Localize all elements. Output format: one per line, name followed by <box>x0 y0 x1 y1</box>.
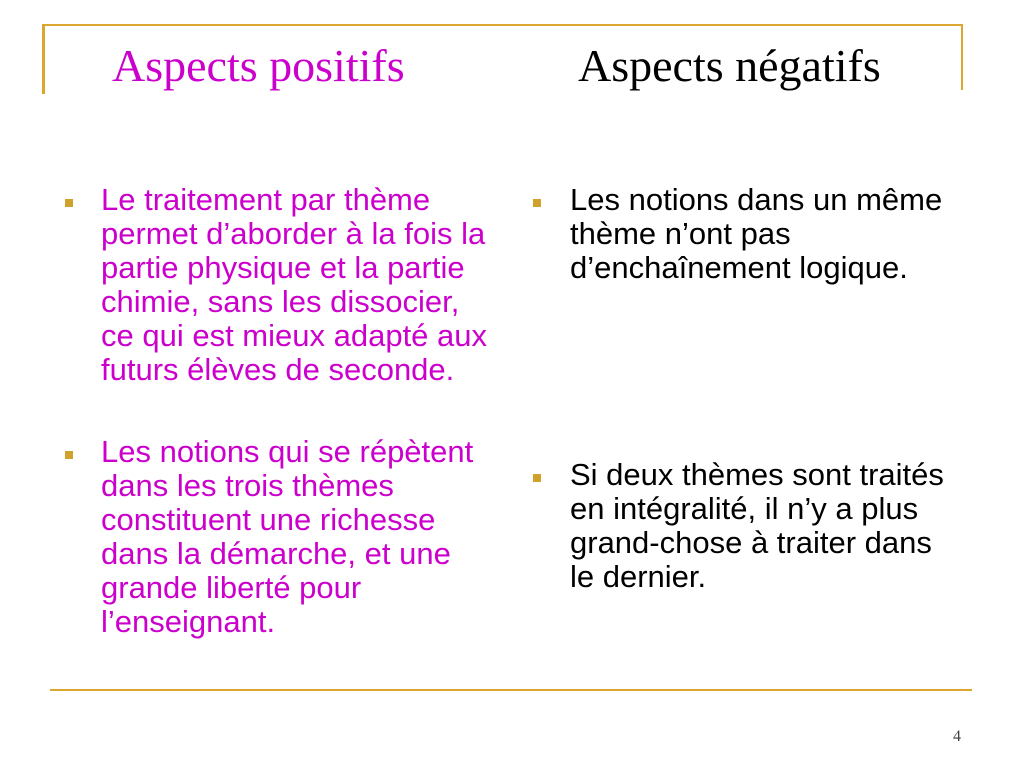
negative-bullet-2 <box>570 458 944 594</box>
frame-left-rule <box>42 24 45 94</box>
frame-right-rule <box>961 24 963 90</box>
bullet-text-line: en intégralité, il n’y a plus <box>570 491 919 526</box>
bullet-text-line: dans les trois thèmes <box>101 468 394 503</box>
square-bullet-icon <box>533 199 541 207</box>
bullet-text-line: d’enchaînement logique. <box>570 250 908 285</box>
footer-rule <box>50 689 972 691</box>
slide-number: 4 <box>953 728 961 745</box>
bullet-text-line: grande liberté pour <box>101 570 362 605</box>
square-bullet-icon <box>65 199 73 207</box>
bullet-text-line: futurs élèves de seconde. <box>101 352 455 387</box>
square-bullet-icon <box>533 474 541 482</box>
positive-bullet-2 <box>101 435 473 639</box>
positive-bullet-1 <box>101 183 487 387</box>
frame-top-rule <box>43 24 963 26</box>
square-bullet-icon <box>65 451 73 459</box>
bullet-text-line: permet d’aborder à la fois la <box>101 216 486 251</box>
bullet-text-line: partie physique et la partie <box>101 250 465 285</box>
positive-aspects-title: Aspects positifs <box>112 40 405 91</box>
bullet-text-line: ce qui est mieux adapté aux <box>101 318 488 353</box>
bullet-text-line: thème n’ont pas <box>570 216 791 251</box>
negative-aspects-title: Aspects négatifs <box>578 40 881 91</box>
negative-bullet-1 <box>570 183 942 285</box>
bullet-text-line: le dernier. <box>570 559 707 594</box>
bullet-text-line: grand-chose à traiter dans <box>570 525 932 560</box>
bullet-text-line: Le traitement par thème <box>101 182 431 217</box>
bullet-text-line: Les notions qui se répètent <box>101 434 474 469</box>
bullet-text-line: Les notions dans un même <box>570 182 943 217</box>
bullet-text-line: Si deux thèmes sont traités <box>570 457 944 492</box>
bullet-text-line: constituent une richesse <box>101 502 436 537</box>
bullet-text-line: dans la démarche, et une <box>101 536 451 571</box>
bullet-text-line: l’enseignant. <box>101 604 276 639</box>
bullet-text-line: chimie, sans les dissocier, <box>101 284 460 319</box>
